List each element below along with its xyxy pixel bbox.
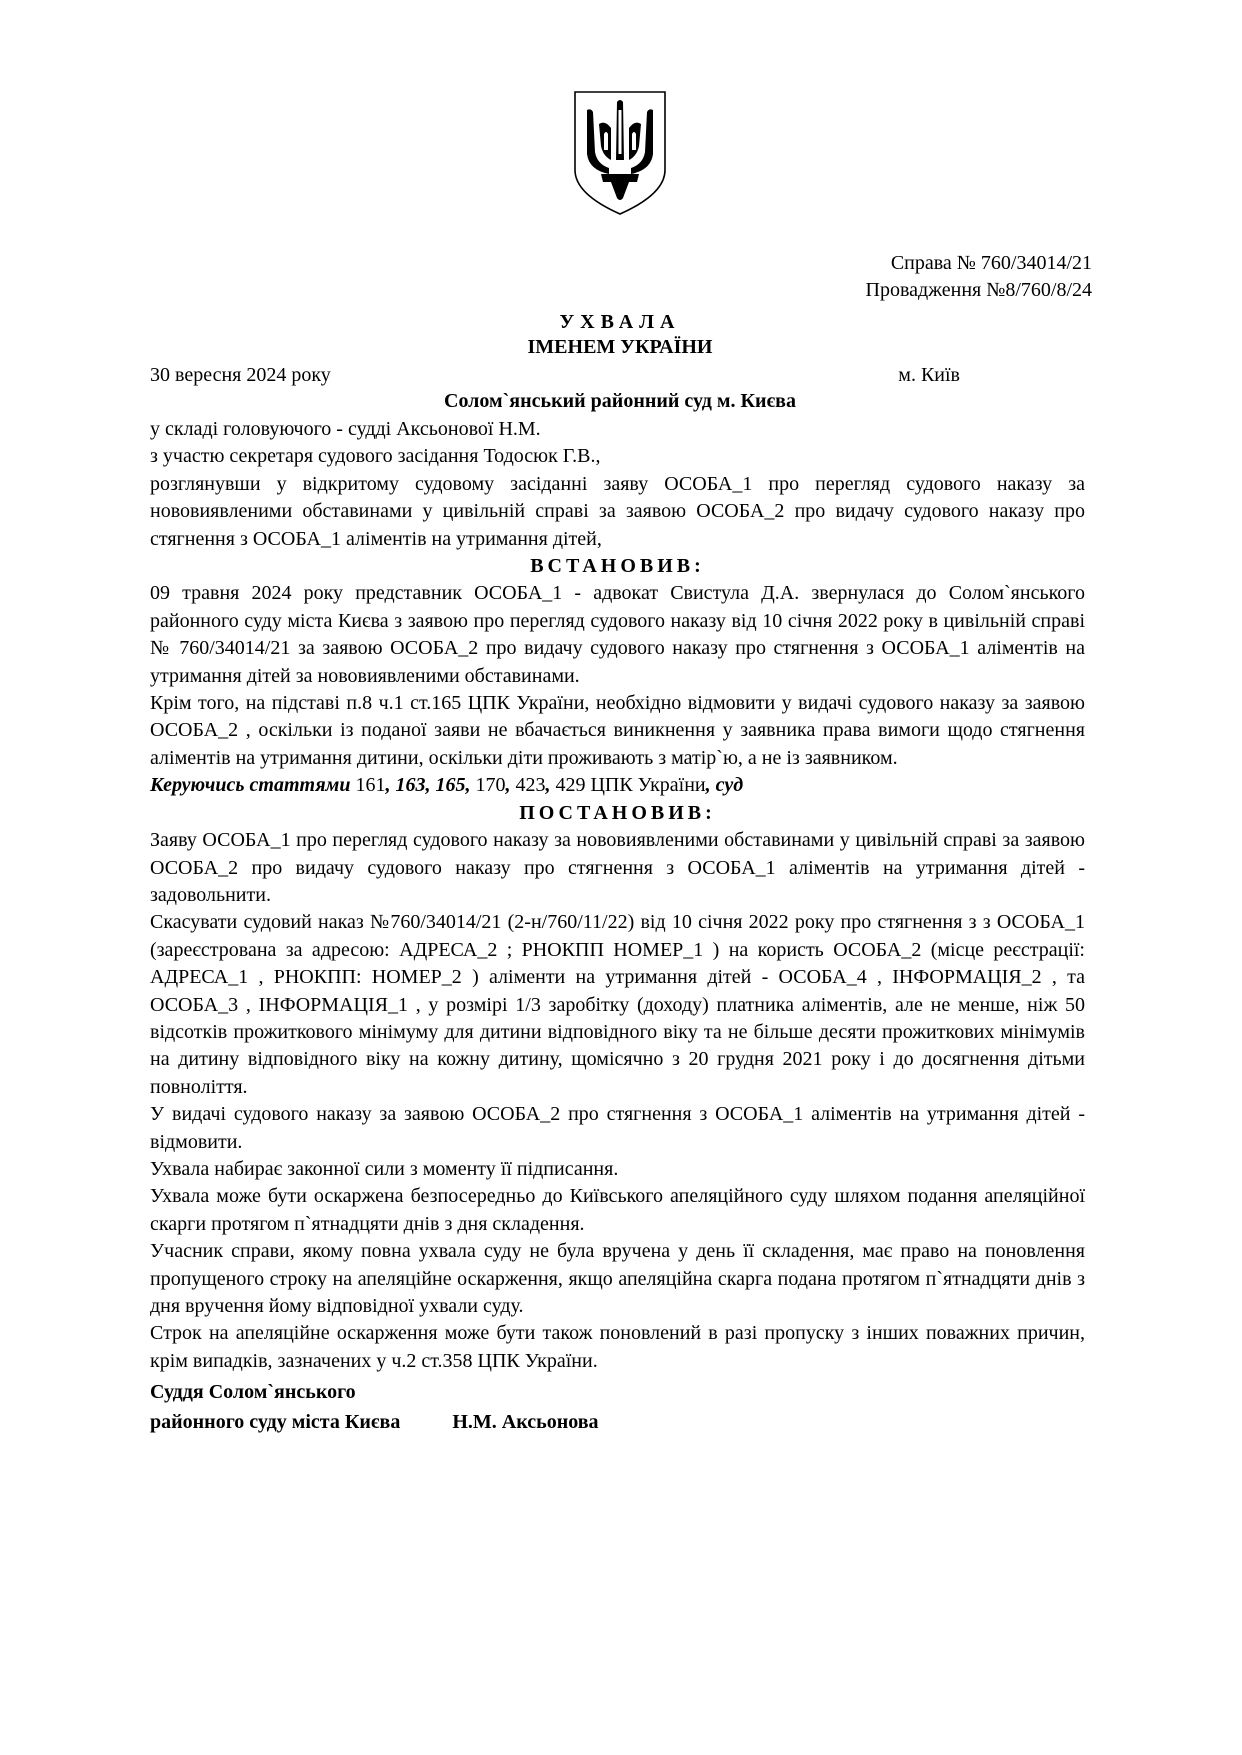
signature-court: районного суду міста Києва	[150, 1411, 401, 1433]
judge-signature	[150, 1377, 599, 1437]
separator: ,	[505, 774, 511, 797]
article-429: 429 ЦПК України	[550, 774, 706, 797]
established-heading: ВСТАНОВИВ:	[530, 555, 705, 578]
article-423: 423	[510, 774, 546, 797]
city: м. Київ	[898, 364, 960, 386]
articles-163-165: , 163, 165,	[385, 774, 471, 797]
judge-name: Н.М. Аксьонова	[452, 1411, 599, 1433]
decided-paragraph: Ухвала набирає законної сили з моменту її підписання.	[150, 1157, 619, 1180]
court-word: , суд	[705, 774, 744, 797]
intro-considered: розглянувши у відкритому судовому засіданні заяву ОСОБА_1 про перегляд судового наказу за нововиявленими обставинами у цивільній справі за заявою ОСОБА_2 про видачу судового наказу про стягнення з ОСОБА_1 аліментів на утримання дітей,	[150, 472, 1085, 550]
document-type-title: УХВАЛА	[559, 311, 681, 333]
decided-paragraph: У видачі судового наказу за заявою ОСОБА_2 про стягнення з ОСОБА_1 аліментів на утримання дітей - відмовити.	[150, 1103, 1085, 1153]
established-paragraph: 09 травня 2024 року представник ОСОБА_1 - адвокат Свистула Д.А. звернулася до Солом`янського районного суду міста Києва з заявою про перегляд судового наказу від 10 січня 2022 року в цивільній справі № 760/34014/21 за заявою ОСОБА_2 про видачу судового наказу про стягнення з ОСОБА_1 аліментів на утримання дітей за нововиявленими обставинами.	[150, 582, 1085, 687]
decided-paragraph: Строк на апеляційне оскарження може бути також поновлений в разі пропуску з інших поважних причин, крім випадків, зазначених у ч.2 ст.358 ЦПК України.	[150, 1322, 1085, 1372]
signature-line-1: Суддя Солом`янського	[150, 1381, 356, 1403]
guided-by-articles	[150, 772, 1085, 799]
intro-composition: у складі головуючого - судді Аксьонової Н.М.	[150, 418, 541, 440]
court-name: Солом`янський районний суд м. Києва	[444, 390, 796, 412]
intro-secretary: з участю секретаря судового засідання Тодосюк Г.В.,	[150, 445, 601, 468]
decision-date: 30 вересня 2024 року	[150, 364, 331, 386]
in-name-title: ІМЕНЕМ УКРАЇНИ	[527, 336, 713, 358]
decided-paragraph: Ухвала може бути оскаржена безпосередньо до Київського апеляційного суду шляхом подання апеляційної скарги протягом п`ятнадцяти днів з дня складення.	[150, 1185, 1085, 1235]
decided-paragraph: Заяву ОСОБА_1 про перегляд судового наказу за нововиявленими обставинами у цивільній справі за заявою ОСОБА_2 про видачу судового наказу про стягнення з ОСОБА_1 аліментів на утримання дітей - задовольнити.	[150, 829, 1085, 906]
separator: ,	[545, 774, 551, 797]
document-body	[150, 416, 1085, 1375]
proceeding-number: Провадження №8/760/8/24	[865, 279, 1092, 301]
date-row	[150, 362, 960, 389]
case-info	[866, 250, 1092, 304]
guided-by-label: Керуючись статтями	[150, 774, 351, 797]
decided-paragraph: Учасник справи, якому повна ухвала суду не була вручена у день її складення, має право на поновлення пропущеного строку на апеляційне оскарження, якщо апеляційна скарга подана протягом п`ятнадцяти днів з дня вручення йому відповідної ухвали суду.	[150, 1240, 1085, 1317]
case-number: Справа № 760/34014/21	[890, 252, 1092, 274]
signature-line-2	[150, 1407, 599, 1437]
decided-paragraph: Скасувати судовий наказ №760/34014/21 (2-н/760/11/22) від 10 січня 2022 року про стягнення з з ОСОБА_1 (зареєстрована за адресою: АДРЕСА_2 ; РНОКПП НОМЕР_1 ) на користь ОСОБА_2 (місце реєстрації: АДРЕСА_1 , РНОКПП: НОМЕР_2 ) аліменти на утримання дітей - ОСОБА_4 , ІНФОРМАЦІЯ_2 , та ОСОБА_3 , ІНФОРМАЦІЯ_1 , у розмірі 1/3 заробітку (доходу) платника аліментів, але не менше, ніж 50 відсотків прожиткового мінімуму для дитини відповідного віку та не більше десяти прожиткових мінімумів на дитину відповідного віку на кожну дитину, щомісячно з 20 грудня 2021 року і до досягнення дітьми повноліття.	[150, 911, 1085, 1098]
article-170: 170	[470, 774, 506, 797]
established-paragraph: Крім того, на підставі п.8 ч.1 ст.165 ЦПК України, необхідно відмовити у видачі судового наказу за заявою ОСОБА_2 , оскільки із поданої заяви не вбачається виникнення у заявника права вимоги щодо стягнення аліментів на утримання дитини, оскільки діти проживають з матір`ю, а не із заявником.	[150, 692, 1085, 769]
coat-of-arms-icon	[571, 90, 669, 216]
decided-heading: ПОСТАНОВИВ:	[519, 801, 716, 824]
article-161: 161	[350, 774, 386, 797]
